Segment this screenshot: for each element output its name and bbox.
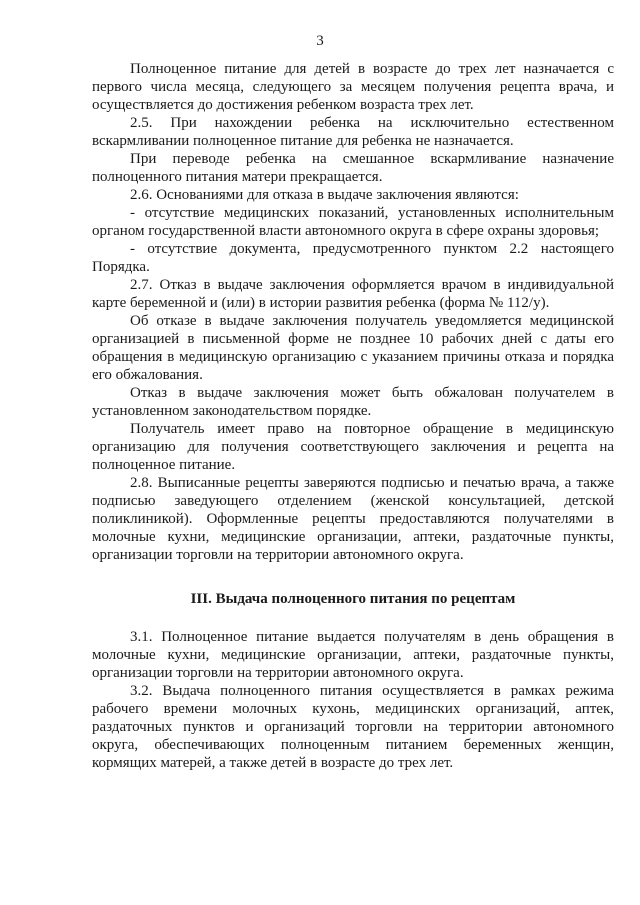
paragraph-refusal-appeal: Отказ в выдаче заключения может быть обжалован получателем в установленном законодательством порядке. [92, 385, 614, 419]
paragraph-infant-nutrition-start: Полноценное питание для детей в возрасте до трех лет назначается с первого числа месяца, следующего за месяцем получения рецепта врача, и осуществляется до достижения ребенком возраста трех лет. [92, 61, 614, 113]
paragraph-2-5: 2.5. При нахождении ребенка на исключительно естественном вскармливании полноценное питание для ребенка не назначается. [92, 115, 614, 149]
paragraph-repeat-request: Получатель имеет право на повторное обращение в медицинскую организацию для получения соответствующего заключения и рецепта на полноценное питание. [92, 421, 614, 473]
page-number: 3 [316, 33, 324, 49]
paragraph-2-6: 2.6. Основаниями для отказа в выдаче заключения являются: [130, 187, 519, 203]
paragraph-mixed-feeding: При переводе ребенка на смешанное вскармливание назначение полноценного питания матери прекращается. [92, 151, 614, 185]
paragraph-3-1: 3.1. Полноценное питание выдается получателям в день обращения в молочные кухни, медицинские организации, аптеки, раздаточные пункты, организации торговли на территории автономного округа. [92, 629, 614, 681]
list-item-no-document: - отсутствие документа, предусмотренного пунктом 2.2 настоящего Порядка. [92, 241, 614, 275]
document-body [92, 60, 614, 772]
paragraph-refusal-notification: Об отказе в выдаче заключения получатель уведомляется медицинской организацией в письменной форме не позднее 10 рабочих дней с даты его обращения в медицинскую организацию с указанием причины отказа и порядка его обжалования. [92, 313, 614, 383]
paragraph-3-2: 3.2. Выдача полноценного питания осуществляется в рамках режима рабочего времени молочных кухонь, медицинских организаций, аптек, раздаточных пунктов и организаций торговли на территории автономного округа, обеспечивающих полноценным питанием беременных женщин, кормящих матерей, а также детей в возрасте до трех лет. [92, 683, 614, 771]
paragraph-2-8: 2.8. Выписанные рецепты заверяются подписью и печатью врача, а также подписью заведующего отделением (женской консультацией, детской поликлиникой). Оформленные рецепты предоставляются получателями в молочные кухни, медицинские организации, аптеки, раздаточные пункты, организации торговли на территории автономного округа. [92, 475, 614, 563]
paragraph-2-7: 2.7. Отказ в выдаче заключения оформляется врачом в индивидуальной карте беременной и (или) в истории развития ребенка (форма № 112/у). [92, 277, 614, 311]
list-item-no-medical-indications: - отсутствие медицинских показаний, установленных исполнительным органом государственной власти автономного округа в сфере охраны здоровья; [92, 205, 614, 239]
section-heading: III. Выдача полноценного питания по рецептам [190, 591, 516, 607]
